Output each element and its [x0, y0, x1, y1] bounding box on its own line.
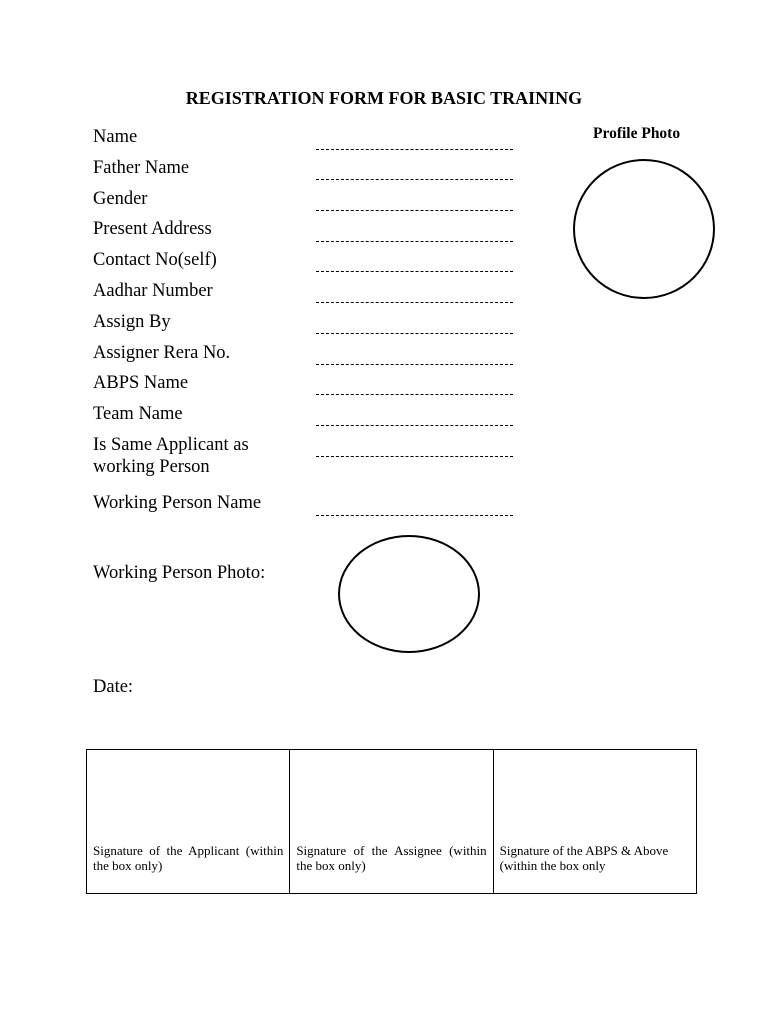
assigner-rera-no-input-line[interactable] [316, 364, 513, 365]
aadhar-number-input-line[interactable] [316, 302, 513, 303]
abps-signature-caption: Signature of the ABPS & Above (within the box only [499, 843, 669, 873]
gender-input-line[interactable] [316, 210, 513, 211]
field-label-gender: Gender [93, 189, 148, 209]
field-label-assign-by: Assign By [93, 312, 171, 332]
working-person-photo-label: Working Person Photo: [93, 563, 266, 583]
same-applicant-input-line[interactable] [316, 456, 513, 457]
form-title: REGISTRATION FORM FOR BASIC TRAINING [185, 88, 583, 108]
contact-no-input-line[interactable] [316, 271, 513, 272]
assignee-signature-box[interactable] [290, 750, 493, 893]
present-address-input-line[interactable] [316, 241, 513, 242]
field-label-name: Name [93, 127, 138, 147]
father-name-input-line[interactable] [316, 179, 513, 180]
field-label-assigner-rera-no: Assigner Rera No. [93, 343, 231, 363]
applicant-signature-caption: Signature of the Applicant (within the box only) [93, 843, 284, 873]
field-label-contact-no: Contact No(self) [93, 250, 217, 270]
assign-by-input-line[interactable] [316, 333, 513, 334]
abps-name-input-line[interactable] [316, 394, 513, 395]
abps-signature-box[interactable] [494, 750, 696, 893]
assignee-signature-caption: Signature of the Assignee (within the box only) [296, 843, 487, 873]
field-label-abps-name: ABPS Name [93, 373, 189, 393]
team-name-input-line[interactable] [316, 425, 513, 426]
field-label-aadhar-number: Aadhar Number [93, 281, 213, 301]
name-input-line[interactable] [316, 149, 513, 150]
field-label-team-name: Team Name [93, 404, 183, 424]
field-label-present-address: Present Address [93, 219, 212, 239]
applicant-signature-box[interactable] [87, 750, 290, 893]
signature-table [86, 749, 697, 894]
profile-photo-label: Profile Photo [593, 125, 681, 142]
working-person-photo-placeholder[interactable] [338, 535, 480, 653]
field-label-working-person-name: Working Person Name [93, 493, 262, 513]
field-label-father-name: Father Name [93, 158, 190, 178]
working-person-name-input-line[interactable] [316, 515, 513, 516]
profile-photo-placeholder[interactable] [573, 159, 715, 299]
date-label: Date: [93, 677, 134, 697]
field-label-same-applicant: Is Same Applicant as working Person [93, 435, 249, 477]
